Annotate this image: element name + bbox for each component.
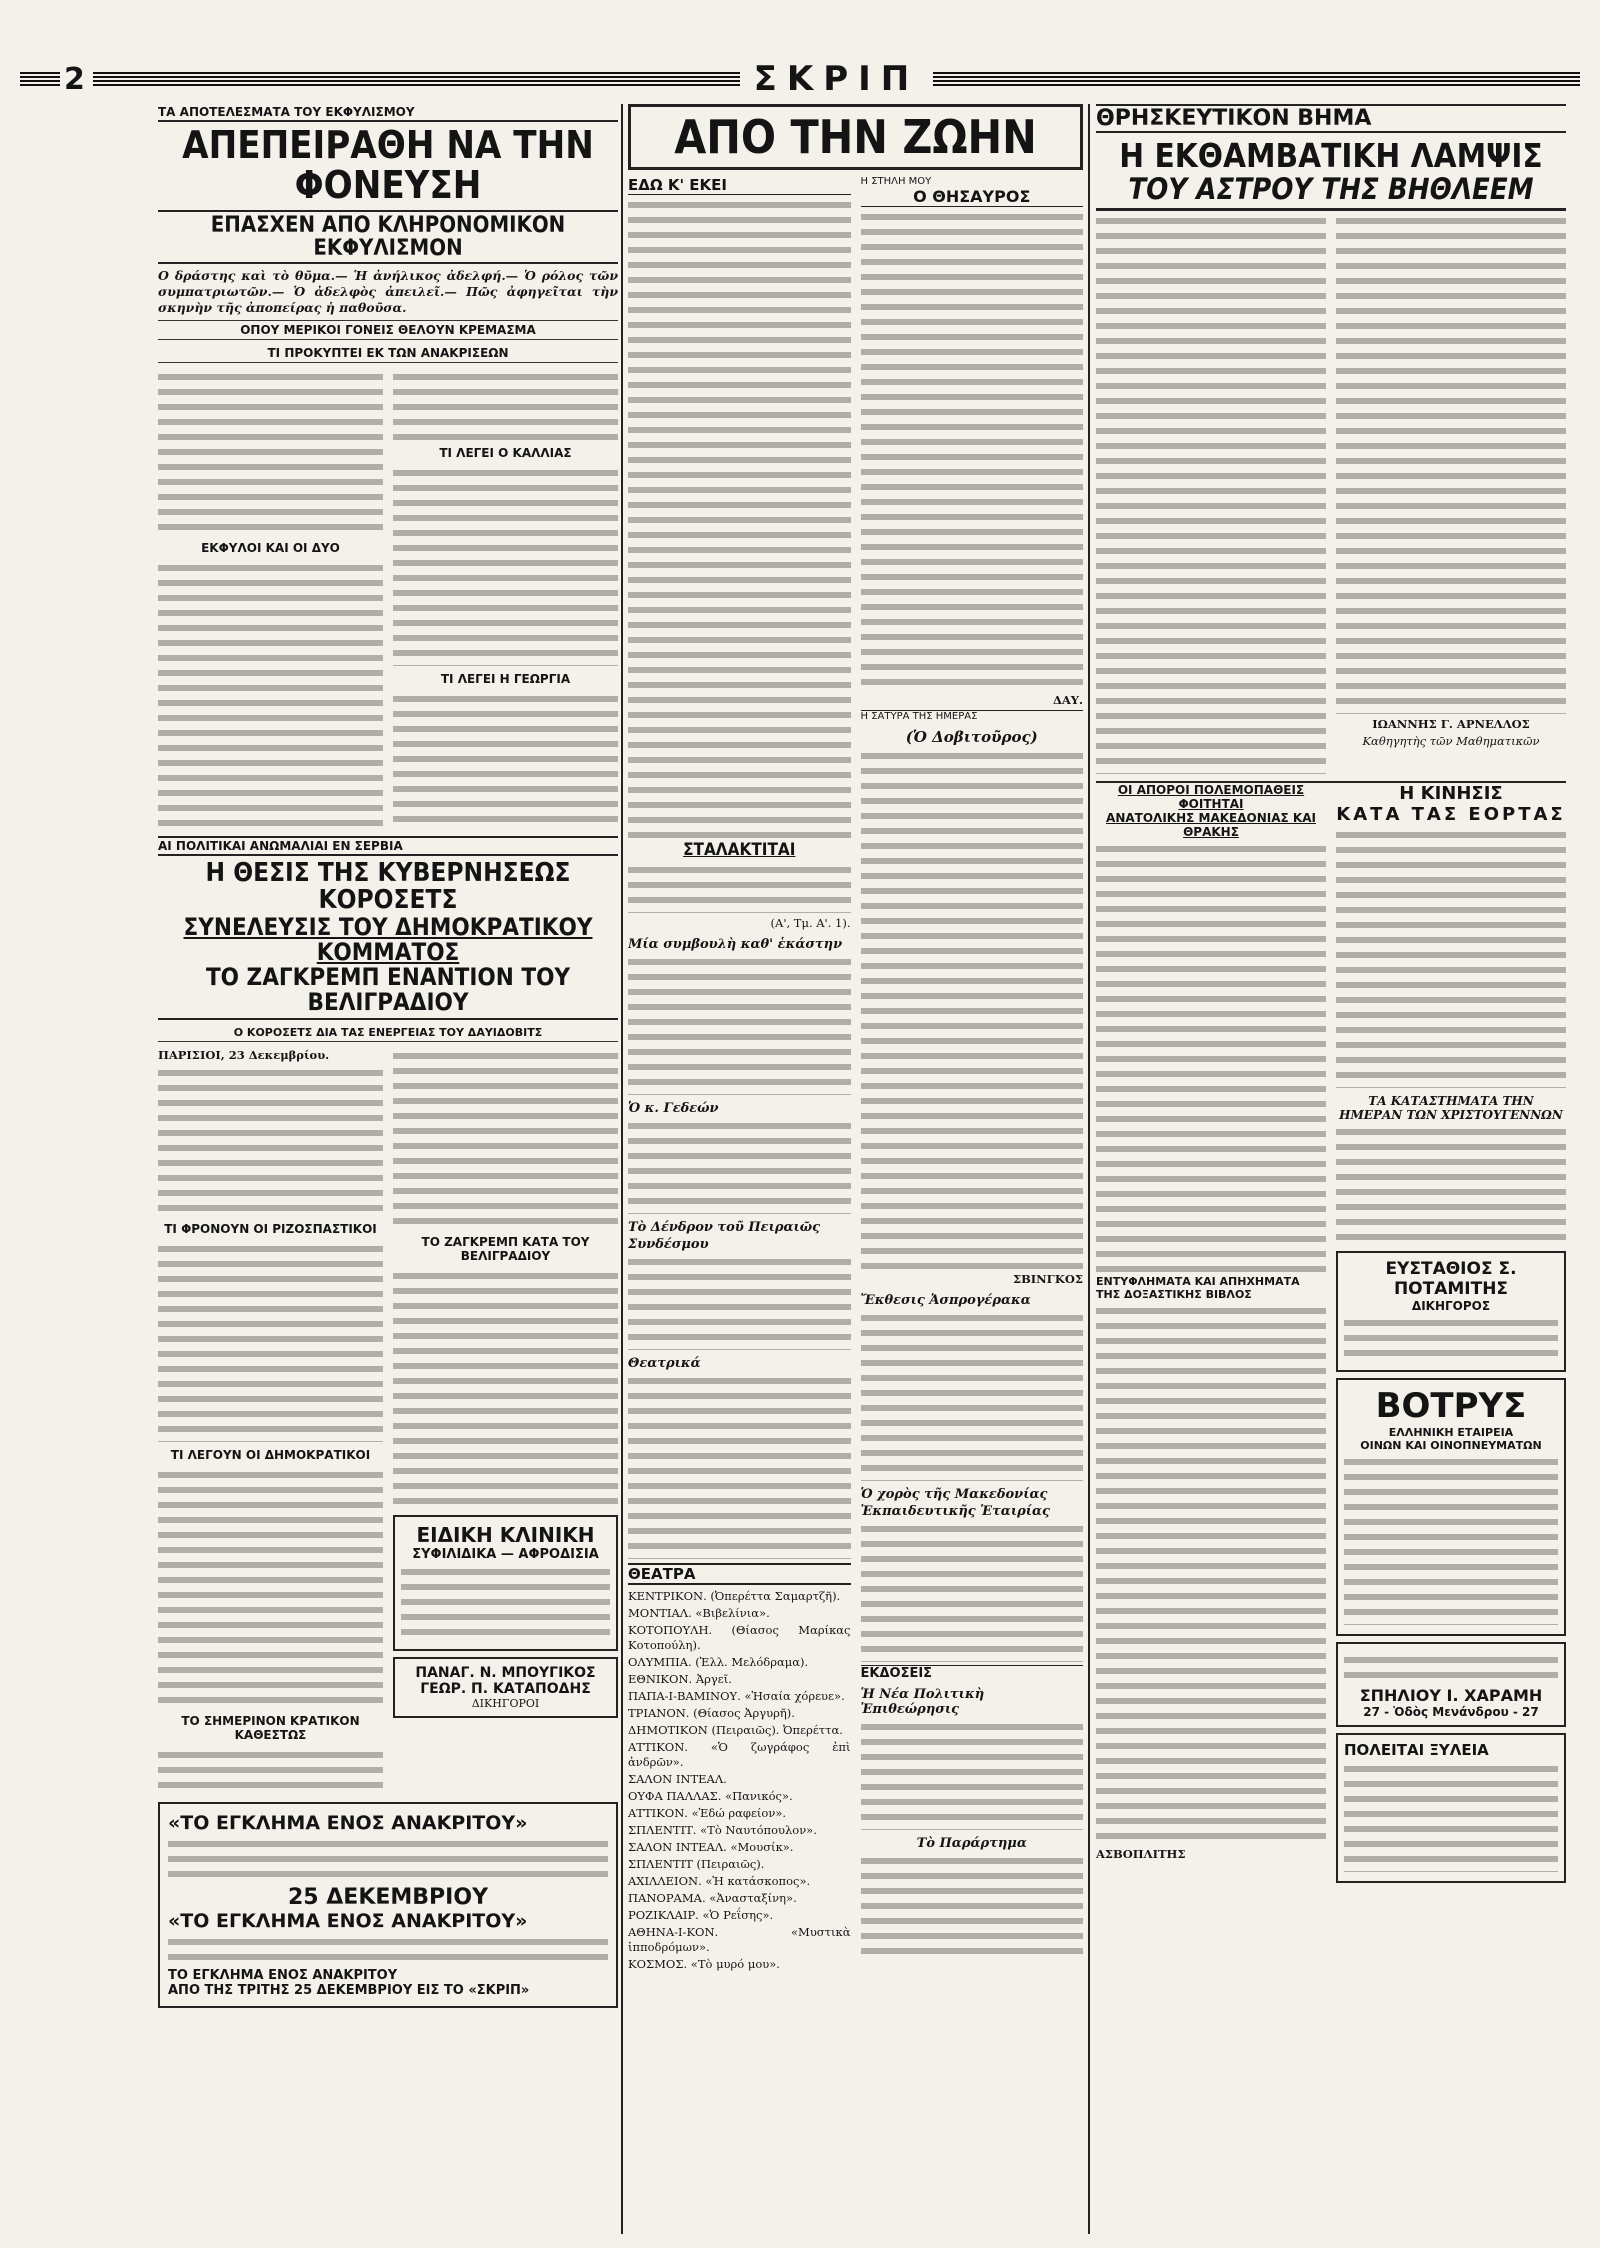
ad-title: «ΤΟ ΕΓΚΛΗΜΑ ΕΝΟΣ ΑΝΑΚΡΙΤΟΥ» xyxy=(168,1812,528,1835)
column-middle xyxy=(628,104,1083,2234)
section-heading: ΤΟ ΣΗΜΕΡΙΝΟΝ ΚΡΑΤΙΚΟΝ ΚΑΘΕΣΤΩΣ xyxy=(181,1714,360,1743)
lawyers-ad xyxy=(393,1657,618,1718)
text-block xyxy=(1336,828,1566,1088)
theatre-listing: ΠΑΝΟΡΑΜΑ. «Ἀνασταξίνη». xyxy=(628,1891,797,1906)
company-name: ΒΟΤΡΥΣ xyxy=(1375,1386,1527,1427)
lawyer-role: ΔΙΚΗΓΟΡΟΣ xyxy=(1411,1299,1491,1314)
text-block xyxy=(393,1049,618,1229)
text-block xyxy=(628,1119,851,1214)
lawyer-role: ΔΙΚΗΓΟΡΟΙ xyxy=(471,1697,540,1711)
headline: ΣΥΝΕΛΕΥΣΙΣ ΤΟΥ ΔΗΜΟΚΡΑΤΙΚΟΥ ΚΟΜΜΑΤΟΣ xyxy=(183,912,593,966)
signature: ΣΒΙΝΓΚΟΣ xyxy=(1012,1272,1083,1287)
section-heading: Θεατρικά xyxy=(628,1356,701,1372)
newspaper-name: ΣΚΡΙΠ xyxy=(753,59,920,99)
kicker: Η ΣΤΗΛΗ ΜΟΥ xyxy=(860,176,932,188)
text-block xyxy=(861,1522,1084,1662)
text-block xyxy=(1344,1762,1558,1872)
section-heading: Ἡ Νέα Πολιτικὴ Ἐπιθεώρησις xyxy=(860,1687,985,1718)
theatre-listing: ΡΟΖΙΚΛΑΙΡ. «Ὁ Ρεΐσης». xyxy=(628,1908,774,1923)
theatre-listing: ΔΗΜΟΤΙΚΟΝ (Πειραιῶς). Ὀπερέττα. xyxy=(628,1723,843,1738)
text-block xyxy=(861,1311,1084,1481)
botrys-ad xyxy=(1336,1378,1566,1636)
masthead-rule xyxy=(93,72,740,86)
section-heading: Τὸ Παράρτημα xyxy=(916,1836,1027,1852)
text-block xyxy=(168,1935,608,1965)
shop-ad xyxy=(1336,1642,1566,1727)
masthead xyxy=(20,59,1580,99)
section-heading: Ὁ χορὸς τῆς Μακεδονίας xyxy=(860,1487,1048,1503)
theatre-listing: ΜΟΝΤΙΑΛ. «Βιβελίνια». xyxy=(628,1606,770,1621)
text-block xyxy=(1336,214,1566,714)
section-heading: ΤΟ ΖΑΓΚΡΕΜΠ ΚΑΤΑ ΤΟΥ ΒΕΛΙΓΡΑΔΙΟΥ xyxy=(421,1235,590,1264)
text-block xyxy=(861,749,1084,1269)
lawyer-name: ΠΑΝΑΓ. Ν. ΜΠΟΥΓΙΚΟΣ xyxy=(415,1665,596,1682)
headline: ΤΟΥ ΑΣΤΡΟΥ ΤΗΣ ΒΗΘΛΕΕΜ xyxy=(1096,174,1566,211)
theatre-listing: ΣΠΛΕΝΤΙΤ. «Τὸ Ναυτόπουλον». xyxy=(628,1823,817,1838)
section-heading: ΕΚΦΥΛΟΙ ΚΑΙ ΟΙ ΔΥΟ xyxy=(201,540,340,555)
shop-address: 27 - Ὁδὸς Μενάνδρου - 27 xyxy=(1363,1705,1539,1720)
text-block xyxy=(861,1720,1084,1830)
signature: ΔΑΥ. xyxy=(1052,693,1083,708)
article-body xyxy=(628,176,1083,1974)
theatre-listing: ΚΟΤΟΠΟΥΛΗ. (Θίασος Μαρίκας Κοτοπούλη). xyxy=(628,1623,851,1653)
section-heading: Συνδέσμου xyxy=(628,1237,709,1253)
text-block xyxy=(158,1468,383,1708)
section-heading: Ο ΘΗΣΑΥΡΟΣ xyxy=(861,187,1084,207)
section-heading: ΚΑΤΑ ΤΑΣ ΕΟΡΤΑΣ xyxy=(1336,804,1566,826)
ad-date: 25 ΔΕΚΕΜΒΡΙΟΥ xyxy=(287,1885,488,1911)
section-heading: Τὸ Δένδρον τοῦ Πειραιῶς xyxy=(628,1220,821,1236)
timber-ad xyxy=(1336,1733,1566,1883)
subheadline: ΕΠΑΣΧΕΝ ΑΠΟ ΚΛΗΡΟΝΟΜΙΚΟΝ ΕΚΦΥΛΙΣΜΟΝ xyxy=(158,210,618,264)
theatre-listing: ΚΟΣΜΟΣ. «Τὸ μυρό μου». xyxy=(628,1957,780,1972)
text-block xyxy=(861,1854,1084,1954)
ad-title: «ΤΟ ΕΓΚΛΗΜΑ ΕΝΟΣ ΑΝΑΚΡΙΤΟΥ» xyxy=(168,1910,528,1933)
text-block xyxy=(393,466,618,666)
column-left xyxy=(158,104,618,2234)
shop-name: ΣΠΗΛΙΟΥ Ι. ΧΑΡΑΜΗ xyxy=(1359,1686,1543,1706)
theatre-listing: ΣΠΛΕΝΤΙΤ (Πειραιῶς). xyxy=(628,1857,765,1872)
theatre-listing: ΑΘΗΝΑ-Ι-ΚΟΝ. «Μυστικὰ ἱπποδρόμων». xyxy=(628,1925,851,1955)
section-heading: Η ΚΙΝΗΣΙΣ xyxy=(1399,783,1503,805)
theatre-listing: ΑΧΙΛΛΕΙΟΝ. «Ἡ κατάσκοπος». xyxy=(628,1874,811,1889)
theatre-listing: ΕΘΝΙΚΟΝ. Ἀργεῖ. xyxy=(628,1672,732,1687)
headline: Η ΕΚΘΑΜΒΑΤΙΚΗ ΛΑΜΨΙΣ xyxy=(1119,136,1543,175)
clinic-subtitle: ΣΥΦΙΛΙΔΙΚΑ — ΑΦΡΟΔΙΣΙΑ xyxy=(412,1547,599,1563)
text-block xyxy=(401,1565,610,1640)
theatre-listing: ΟΛΥΜΠΙΑ. (Ἑλλ. Μελόδραμα). xyxy=(628,1655,809,1670)
article-body xyxy=(158,1046,618,1796)
lawyer-name: ΓΕΩΡ. Π. ΚΑΤΑΠΟΔΗΣ xyxy=(420,1681,591,1698)
theatre-listing: ΣΑΛΟΝ ΙΝΤΕΑΛ. «Μουσίκ». xyxy=(628,1840,794,1855)
text-block xyxy=(1096,842,1326,1272)
section-heading: ΤΑ ΚΑΤΑΣΤΗΜΑΤΑ ΤΗΝ ΗΜΕΡΑΝ ΤΩΝ ΧΡΙΣΤΟΥΓΕΝΝΩΝ xyxy=(1339,1094,1563,1123)
kicker: Η ΣΑΤΥΡΑ ΤΗΣ ΗΜΕΡΑΣ xyxy=(861,710,1084,722)
ad-title: ΤΟ ΕΓΚΛΗΜΑ ΕΝΟΣ ΑΝΑΚΡΙΤΟΥ xyxy=(168,1968,398,1984)
clinic-title: ΕΙΔΙΚΗ ΚΛΙΝΙΚΗ xyxy=(416,1523,595,1548)
author-name: ΙΩΑΝΝΗΣ Γ. ΑΡΝΕΛΛΟΣ xyxy=(1372,717,1530,732)
ad-footer: ΑΠΟ ΤΗΣ ΤΡΙΤΗΣ 25 ΔΕΚΕΜΒΡΙΟΥ ΕΙΣ ΤΟ «ΣΚΡΙΠ» xyxy=(168,1983,530,1999)
section-heading: ΕΚΔΟΣΕΙΣ xyxy=(861,1665,1084,1681)
text-block xyxy=(861,210,1084,690)
section-heading: ΤΙ ΛΕΓΕΙ Ο ΚΑΛΛΙΑΣ xyxy=(439,445,572,460)
text-block xyxy=(1344,1653,1558,1683)
text-block xyxy=(628,863,851,913)
text-block xyxy=(628,198,851,838)
text-block xyxy=(628,1255,851,1350)
dateline: ΠΑΡΙΣΙΟΙ, 23 Δεκεμβρίου. xyxy=(158,1048,330,1063)
theatre-listing: ΤΡΙΑΝΟΝ. (Θίασος Ἀργυρῆ). xyxy=(628,1706,795,1721)
text-block xyxy=(628,955,851,1095)
theatre-listing: ΑΤΤΙΚΟΝ. «Ὁ ζωγράφος ἐπὶ ἀνδρῶν». xyxy=(628,1740,851,1770)
masthead-rule xyxy=(933,72,1580,86)
text-block xyxy=(158,1066,383,1216)
text-block xyxy=(393,692,618,827)
text-block xyxy=(1336,1125,1566,1245)
section-heading: Ἔκθεσις Ἀσπρογέρακα xyxy=(860,1293,1031,1309)
section-heading: ΕΔΩ Κ' ΕΚΕΙ xyxy=(628,176,851,195)
theatre-listing: ΣΑΛΟΝ ΙΝΤΕΑΛ. xyxy=(628,1772,727,1787)
section-heading: ΤΙ ΠΡΟΚΥΠΤΕΙ ΕΚ ΤΩΝ ΑΝΑΚΡΙΣΕΩΝ xyxy=(158,344,618,363)
feuilleton-ad xyxy=(158,1802,618,2008)
text-block xyxy=(393,1269,618,1509)
text-block xyxy=(1096,214,1326,774)
section-heading: ΣΤΑΛΑΚΤΙΤΑΙ xyxy=(683,840,796,861)
kicker: ΑΙ ΠΟΛΙΤΙΚΑΙ ΑΝΩΜΑΛΙΑΙ ΕΝ ΣΕΡΒΙΑ xyxy=(158,836,618,856)
text-block xyxy=(168,1837,608,1882)
text-block xyxy=(628,1374,851,1559)
section-heading: Ο ΚΟΡΟΣΕΤΣ ΔΙΑ ΤΑΣ ΕΝΕΡΓΕΙΑΣ ΤΟΥ ΔΑΥΙΔΟΒΙΤΣ xyxy=(158,1024,618,1042)
text-block xyxy=(158,561,383,826)
kicker: ΘΡΗΣΚΕΥΤΙΚΟΝ ΒΗΜΑ xyxy=(1096,104,1566,133)
kicker: ΤΑ ΑΠΟΤΕΛΕΣΜΑΤΑ ΤΟΥ ΕΚΦΥΛΙΣΜΟΥ xyxy=(158,104,618,122)
theatre-listing: ΟΥΦΑ ΠΑΛΛΑΣ. «Πανικός». xyxy=(628,1789,793,1804)
text-block xyxy=(1344,1455,1558,1625)
article-body xyxy=(1096,211,1566,777)
section-heading: ΟΙ ΑΠΟΡΟΙ ΠΟΛΕΜΟΠΑΘΕΙΣ ΦΟΙΤΗΤΑΙ xyxy=(1117,783,1305,812)
author-role: Καθηγητὴς τῶν Μαθηματικῶν xyxy=(1362,734,1540,749)
section-heading: (Ὁ Δοβιτοῦρος) xyxy=(905,728,1038,747)
ad-title: ΠΟΛΕΙΤΑΙ ΞΥΛΕΙΑ xyxy=(1344,1741,1489,1760)
article-body xyxy=(1096,781,1566,1889)
text-block xyxy=(158,1748,383,1793)
theatre-listing: ΠΑΠΑ-Ι-ΒΑΜΙΝΟΥ. «Ἡσαία χόρευε». xyxy=(628,1689,845,1704)
headline: Η ΘΕΣΙΣ ΤΗΣ ΚΥΒΕΡΝΗΣΕΩΣ ΚΟΡΟΣΕΤΣ xyxy=(205,857,571,916)
text-block xyxy=(158,370,383,535)
theatre-listing: ΑΤΤΙΚΟΝ. «Ἐδώ ραφείον». xyxy=(628,1806,787,1821)
headline: ΤΟ ΖΑΓΚΡΕΜΠ ΕΝΑΝΤΙΟΝ ΤΟΥ ΒΕΛΙΓΡΑΔΙΟΥ xyxy=(158,965,618,1020)
section-heading: ΤΙ ΦΡΟΝΟΥΝ ΟΙ ΡΙΖΟΣΠΑΣΤΙΚΟΙ xyxy=(164,1222,377,1237)
text-block xyxy=(393,370,618,440)
section-heading: Μία συμβουλὴ καθ' ἑκάστην xyxy=(628,937,843,953)
theatre-listing: ΚΕΝΤΡΙΚΟΝ. (Ὀπερέττα Σαμαρτζῆ). xyxy=(628,1589,841,1604)
page-number: 2 xyxy=(64,61,85,97)
company-subtitle: ΕΛΛΗΝΙΚΗ ΕΤΑΙΡΕΙΑ xyxy=(1388,1426,1514,1440)
notice-heading: ΕΝΤΥΦΛΗΜΑΤΑ ΚΑΙ ΑΠΗΧΗΜΑΤΑ ΤΗΣ ΔΟΞΑΣΤΙΚΗΣ ΒΙΒΛΟΣ xyxy=(1096,1275,1300,1302)
headline: ΑΠΕΠΕΙΡΑΘΗ ΝΑ ΤΗΝ ΦΟΝΕΥΣΗ xyxy=(182,123,594,207)
column-divider xyxy=(1088,104,1090,2234)
lead-text: Ο δράστης καὶ τὸ θῦμα.— Ἡ ἀνήλικος ἀδελφή.— Ὁ ρόλος τῶν συμπατριωτῶν.— Ὁ ἀδελφὸς ἀπειλεῖ.— Πῶς ἀφηγεῖται τὴν σκηνὴν τῆς ἀποπείρας ἡ παθοῦσα. xyxy=(158,267,618,315)
column-right xyxy=(1096,104,1566,2234)
theatre-list xyxy=(628,1589,851,1972)
masthead-rule xyxy=(20,72,60,86)
clinic-ad xyxy=(393,1515,618,1651)
section-heading: ΤΙ ΛΕΓΟΥΝ ΟΙ ΔΗΜΟΚΡΑΤΙΚΟΙ xyxy=(170,1448,371,1463)
section-heading: ΟΠΟΥ ΜΕΡΙΚΟΙ ΓΟΝΕΙΣ ΘΕΛΟΥΝ ΚΡΕΜΑΣΜΑ xyxy=(158,320,618,340)
company-subtitle: ΟΙΝΩΝ ΚΑΙ ΟΙΝΟΠΝΕΥΜΑΤΩΝ xyxy=(1360,1439,1542,1453)
section-heading: ΑΝΑΤΟΛΙΚΗΣ ΜΑΚΕΔΟΝΙΑΣ ΚΑΙ ΘΡΑΚΗΣ xyxy=(1106,811,1316,840)
signature: ΑΣΒΟΠΛΙΤΗΣ xyxy=(1096,1847,1186,1862)
lawyer-ad xyxy=(1336,1251,1566,1372)
text-block xyxy=(1344,1316,1558,1361)
article-body xyxy=(158,367,618,830)
section-heading: Ὁ κ. Γεδεών xyxy=(628,1101,719,1117)
section-heading: ΤΙ ΛΕΓΕΙ Η ΓΕΩΡΓΙΑ xyxy=(440,671,571,686)
text-block xyxy=(158,1242,383,1442)
section-heading: Ἐκπαιδευτικῆς Ἑταιρίας xyxy=(860,1504,1050,1520)
signature: (Α', Τμ. Α'. 1). xyxy=(770,916,851,931)
text-block xyxy=(1096,1304,1326,1844)
section-heading: ΘΕΑΤΡΑ xyxy=(628,1563,851,1585)
headline: ΑΠΟ ΤΗΝ ΖΩΗΝ xyxy=(628,104,1083,170)
lawyer-name: ΕΥΣΤΑΘΙΟΣ Σ. ΠΟΤΑΜΙΤΗΣ xyxy=(1385,1259,1517,1300)
column-divider xyxy=(621,104,623,2234)
